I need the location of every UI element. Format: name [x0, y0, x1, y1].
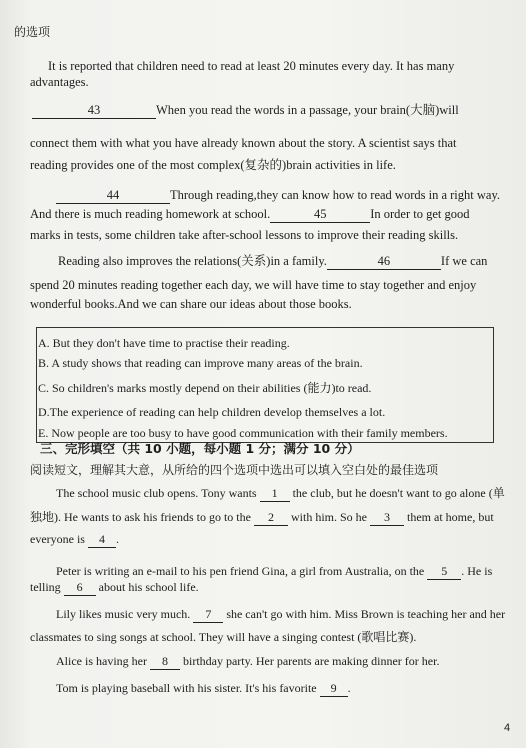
- p4-line1: [58, 254, 487, 270]
- option-c: C. So children's marks mostly depend on their abilities (能力)to read.: [38, 381, 372, 395]
- cloze-line2-c: them at home, but: [407, 510, 494, 524]
- header-fragment: 的选项: [14, 25, 51, 39]
- blank-7: 7: [193, 607, 223, 623]
- p3-line2-b: In order to get good: [370, 207, 470, 221]
- blank-4: 4: [88, 532, 116, 548]
- p3-line3: marks in tests, some children take after-school lessons to improve their reading skills.: [30, 228, 459, 242]
- blank-5: 5: [427, 564, 461, 580]
- option-e: E. Now people are too busy to have good communication with their family members.: [38, 426, 448, 440]
- blank-44: 44: [56, 188, 170, 204]
- p1-line1: It is reported that children need to read at least 20 minutes every day. It has many: [48, 59, 455, 73]
- p3-line2: [30, 207, 470, 223]
- blank-8: 8: [150, 654, 180, 670]
- p3-line1: [56, 188, 500, 204]
- cloze-line9-a: Tom is playing baseball with his sister. It's his favorite: [56, 681, 317, 695]
- cloze-line2: [30, 510, 494, 526]
- cloze-line5-b: about his school life.: [98, 580, 199, 594]
- blank-45: 45: [270, 207, 370, 223]
- blank-9: 9: [320, 681, 348, 697]
- p3-line2-a: And there is much reading homework at school.: [30, 207, 271, 221]
- cloze-line3: [30, 532, 119, 548]
- cloze-line8: [56, 654, 439, 670]
- blank-1: 1: [260, 486, 290, 502]
- cloze-line6-a: Lily likes music very much.: [56, 607, 191, 621]
- cloze-line4: [56, 564, 492, 580]
- p4-line1-b: If we can: [440, 254, 488, 268]
- cloze-line6-b: she can't go with him. Miss Brown is teaching her and her: [226, 607, 506, 621]
- option-b: B. A study shows that reading can improve many areas of the brain.: [38, 356, 363, 370]
- cloze-line7: classmates to sing songs at school. They will have a singing contest (歌唱比赛).: [30, 630, 417, 644]
- cloze-line1-b: the club, but he doesn't want to go alone (单: [292, 486, 505, 500]
- cloze-line6: [56, 607, 505, 623]
- p2-line3: reading provides one of the most complex(复杂的)brain activities in life.: [30, 158, 396, 172]
- blank-6: 6: [64, 580, 96, 596]
- cloze-line1: [56, 486, 505, 502]
- option-d: D.The experience of reading can help children develop themselves a lot.: [38, 405, 386, 419]
- cloze-line9-b: .: [347, 681, 351, 695]
- blank-2: 2: [254, 510, 288, 526]
- cloze-line2-a: 独地). He wants to ask his friends to go to the: [30, 510, 251, 524]
- p4-line3: wonderful books.And we can share our ideas about those books.: [30, 297, 352, 311]
- cloze-line5: [30, 580, 199, 596]
- option-a: A. But they don't have time to practise their reading.: [38, 336, 290, 350]
- cloze-line8-b: birthday party. Her parents are making dinner for her.: [182, 654, 440, 668]
- cloze-line4-a: Peter is writing an e-mail to his pen friend Gina, a girl from Australia, on the: [56, 564, 425, 578]
- cloze-line8-a: Alice is having her: [56, 654, 147, 668]
- cloze-line4-b: . He is: [461, 564, 493, 578]
- blank-43: 43: [32, 103, 156, 119]
- cloze-line5-a: telling: [30, 580, 61, 594]
- section3-instruction: 阅读短文，理解其大意，从所给的四个选项中选出可以填入空白处的最佳选项: [30, 463, 439, 477]
- section3-heading: 三、完形填空（共 10 小题，每小题 1 分；满分 10 分）: [40, 441, 360, 456]
- blank-3: 3: [370, 510, 404, 526]
- p3-line1-text: Through reading,they can know how to read words in a right way.: [170, 188, 501, 202]
- cloze-line3-b: .: [115, 532, 119, 546]
- cloze-line9: [56, 681, 351, 697]
- p2-line1-text: When you read the words in a passage, your brain(大脑)will: [156, 103, 459, 117]
- p2-line2: connect them with what you have already known about the story. A scientist says that: [30, 136, 457, 150]
- p4-line1-a: Reading also improves the relations(关系)in a family.: [58, 254, 327, 268]
- p1-line2: advantages.: [30, 75, 89, 89]
- p2-line1: [32, 103, 459, 119]
- cloze-line3-a: everyone is: [30, 532, 85, 546]
- page-number: 4: [504, 722, 511, 734]
- p4-line2: spend 20 minutes reading together each day, we will have time to stay together and enjoy: [30, 278, 477, 292]
- cloze-line2-b: with him. So he: [290, 510, 367, 524]
- blank-46: 46: [327, 254, 441, 270]
- cloze-line1-a: The school music club opens. Tony wants: [56, 486, 257, 500]
